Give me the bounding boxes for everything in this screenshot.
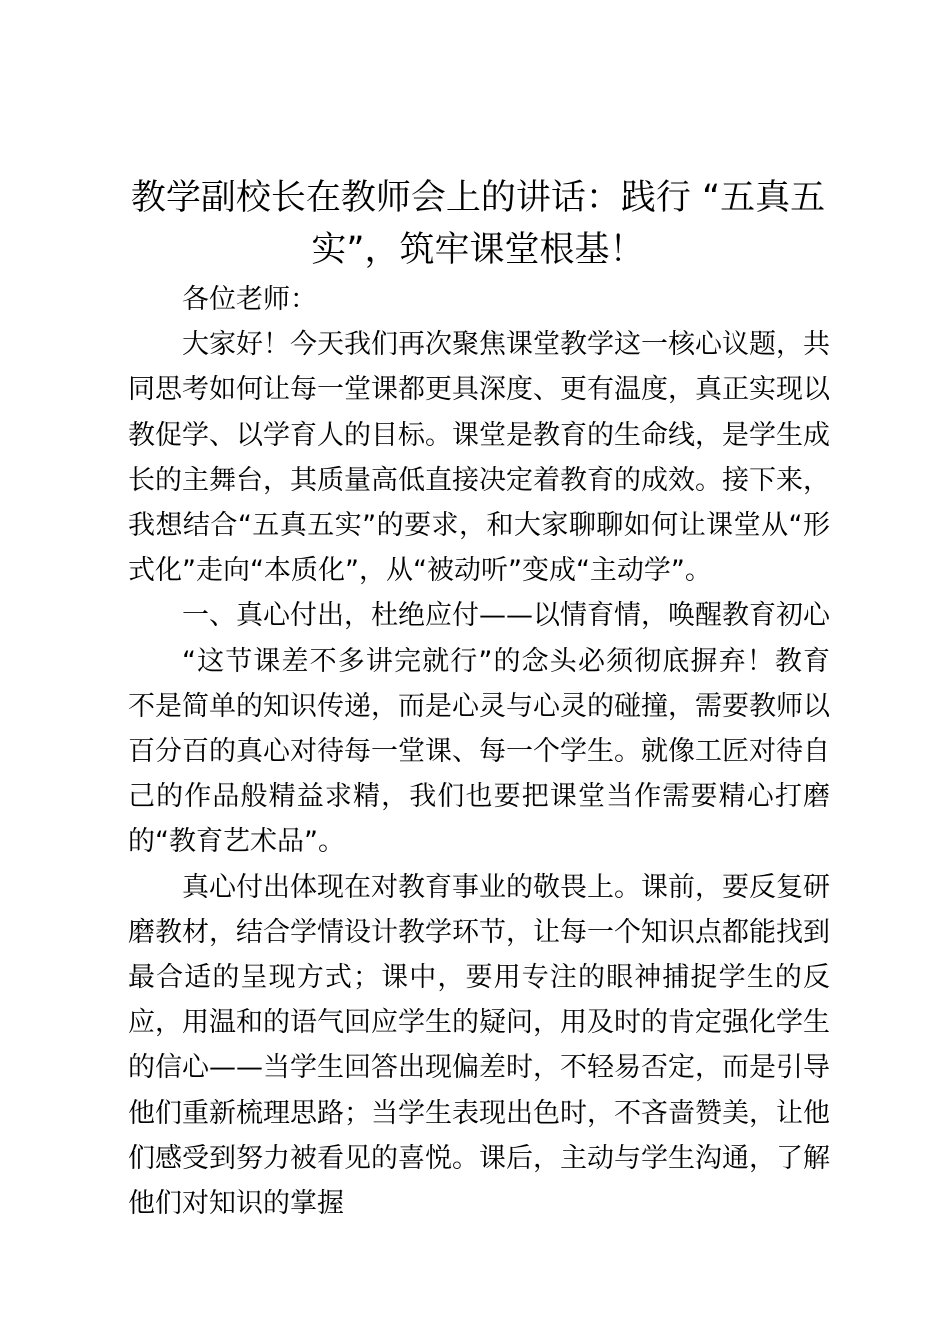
greeting-line: 各位老师： <box>182 284 317 315</box>
section-heading-1: 一、真心付出，杜绝应付——以情育情，唤醒教育初心 <box>182 600 830 632</box>
document-title: 教学副校长在教师会上的讲话：践行 “五真五实”，筑牢课堂根基！ <box>130 178 826 270</box>
paragraph-1: “这节课差不多讲完就行”的念头必须彻底摒弃！教育不是简单的知识传递，而是心灵与心灵的碰撞，需要教师以百分百的真心对待每一堂课、每一个学生。就像工匠对待自己的作品般精益求精，我们也要把课堂当作需要精心打磨的“教育艺术品”。 <box>128 645 830 858</box>
document-body <box>128 277 830 1226</box>
paragraph-2: 真心付出体现在对教育事业的敬畏上。课前，要反复研磨教材，结合学情设计教学环节，让每一个知识点都能找到最合适的呈现方式；课中，要用专注的眼神捕捉学生的反应，用温和的语气回应学生的疑问，用及时的肯定强化学生的信心——当学生回答出现偏差时，不轻易否定，而是引导他们重新梳理思路；当学生表现出色时，不吝啬赞美，让他们感受到努力被看见的喜悦。课后，主动与学生沟通，了解他们对知识的掌握 <box>128 871 830 1220</box>
paragraph-intro: 大家好！今天我们再次聚焦课堂教学这一核心议题，共同思考如何让每一堂课都更具深度、更有温度，真正实现以教促学、以学育人的目标。课堂是教育的生命线，是学生成长的主舞台，其质量高低直接决定着教育的成效。接下来，我想结合“五真五实”的要求，和大家聊聊如何让课堂从“形式化”走向“本质化”，从“被动听”变成“主动学”。 <box>128 329 830 587</box>
